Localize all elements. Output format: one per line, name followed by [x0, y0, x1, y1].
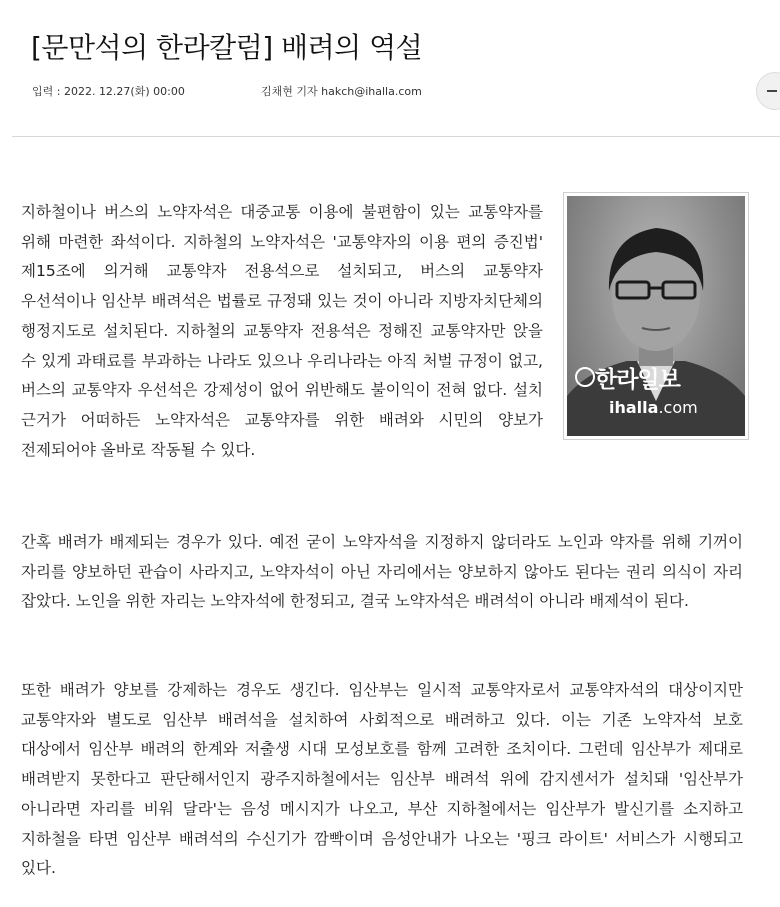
newspaper-logo-icon [575, 367, 595, 387]
article-paragraph: 간혹 배려가 배제되는 경우가 있다. 예전 굳이 노약자석을 지정하지 않더라도 노인과 약자를 위해 기꺼이 자리를 양보하던 관습이 사라지고, 노약자석이 아닌 자리에서는 양보하지 않아도 된다는 권리 의식이 자리 잡았다. 노인을 위한 자리는 노약자석에 한정되고, 결국 노약자석은 배려석이 아니라 배제석이 된다. [21, 533, 743, 611]
header-divider [12, 136, 780, 137]
article-paragraph: 또한 배려가 양보를 강제하는 경우도 생긴다. 임산부는 일시적 교통약자로서 교통약자석의 대상이지만 교통약자와 별도로 임산부 배려석을 설치하여 사회적으로 배려하고 있다. 이는 기존 노약자석 보호 대상에서 임산부 배려의 한계와 저출생 시대 모성보호를 함께 고려한 조치이다. 그런데 임산부가 제대로 배려받지 못한다고 판단해서인지 광주지하철에서는 임산부 배려석 위에 감지센서가 설치돼 '임산부가 아니라면 자리를 비워 달라'는 음성 메시지가 나오고, 부산 지하철에서는 임산부가 발신기를 소지하고 지하철을 타면 임산부 배려석의 수신기가 깜빡이며 음성안내가 나오는 '핑크 라이트' 서비스가 시행되고 있다. [21, 681, 743, 878]
columnist-photo-frame [563, 192, 749, 440]
collapse-button[interactable] [756, 72, 780, 110]
photo-watermark-english [609, 398, 698, 417]
columnist-photo [567, 196, 745, 436]
article-paragraph: 지하철이나 버스의 노약자석은 대중교통 이용에 불편함이 있는 교통약자를 위해 마련한 좌석이다. 지하철의 노약자석은 '교통약자의 이용 편의 증진법' 제15조에 의거해 교통약자 전용석으로 설치되고, 버스의 교통약자 우선석이나 임산부 배려석은 법률로 규정돼 있는 것이 아니라 지방자치단체의 행정지도로 설치된다. 지하철의 교통약자 전용석은 정해진 교통약자만 앉을 수 있게 과태료를 부과하는 나라도 있으나 우리나라는 아직 처벌 규정이 없고, 버스의 교통약자 우선석은 강제성이 없어 위반해도 불이익이 전혀 없다. 설치 근거가 어떠하든 노약자석은 교통약자를 위한 배려와 시민의 양보가 전제되어야 올바로 작동될 수 있다. [21, 203, 543, 459]
minus-icon [767, 90, 777, 92]
photo-watermark-korean: 한라일보 [595, 367, 680, 393]
article-headline: [문만석의 한라칼럼] 배려의 역설 [31, 31, 423, 64]
watermark-domain-tld: .com [658, 398, 698, 417]
watermark-domain-name: ihalla [609, 398, 659, 417]
author-byline: 김채현 기자 hakch@ihalla.com [261, 85, 422, 98]
publish-date: 입력 : 2022. 12.27(화) 00:00 [32, 85, 185, 98]
